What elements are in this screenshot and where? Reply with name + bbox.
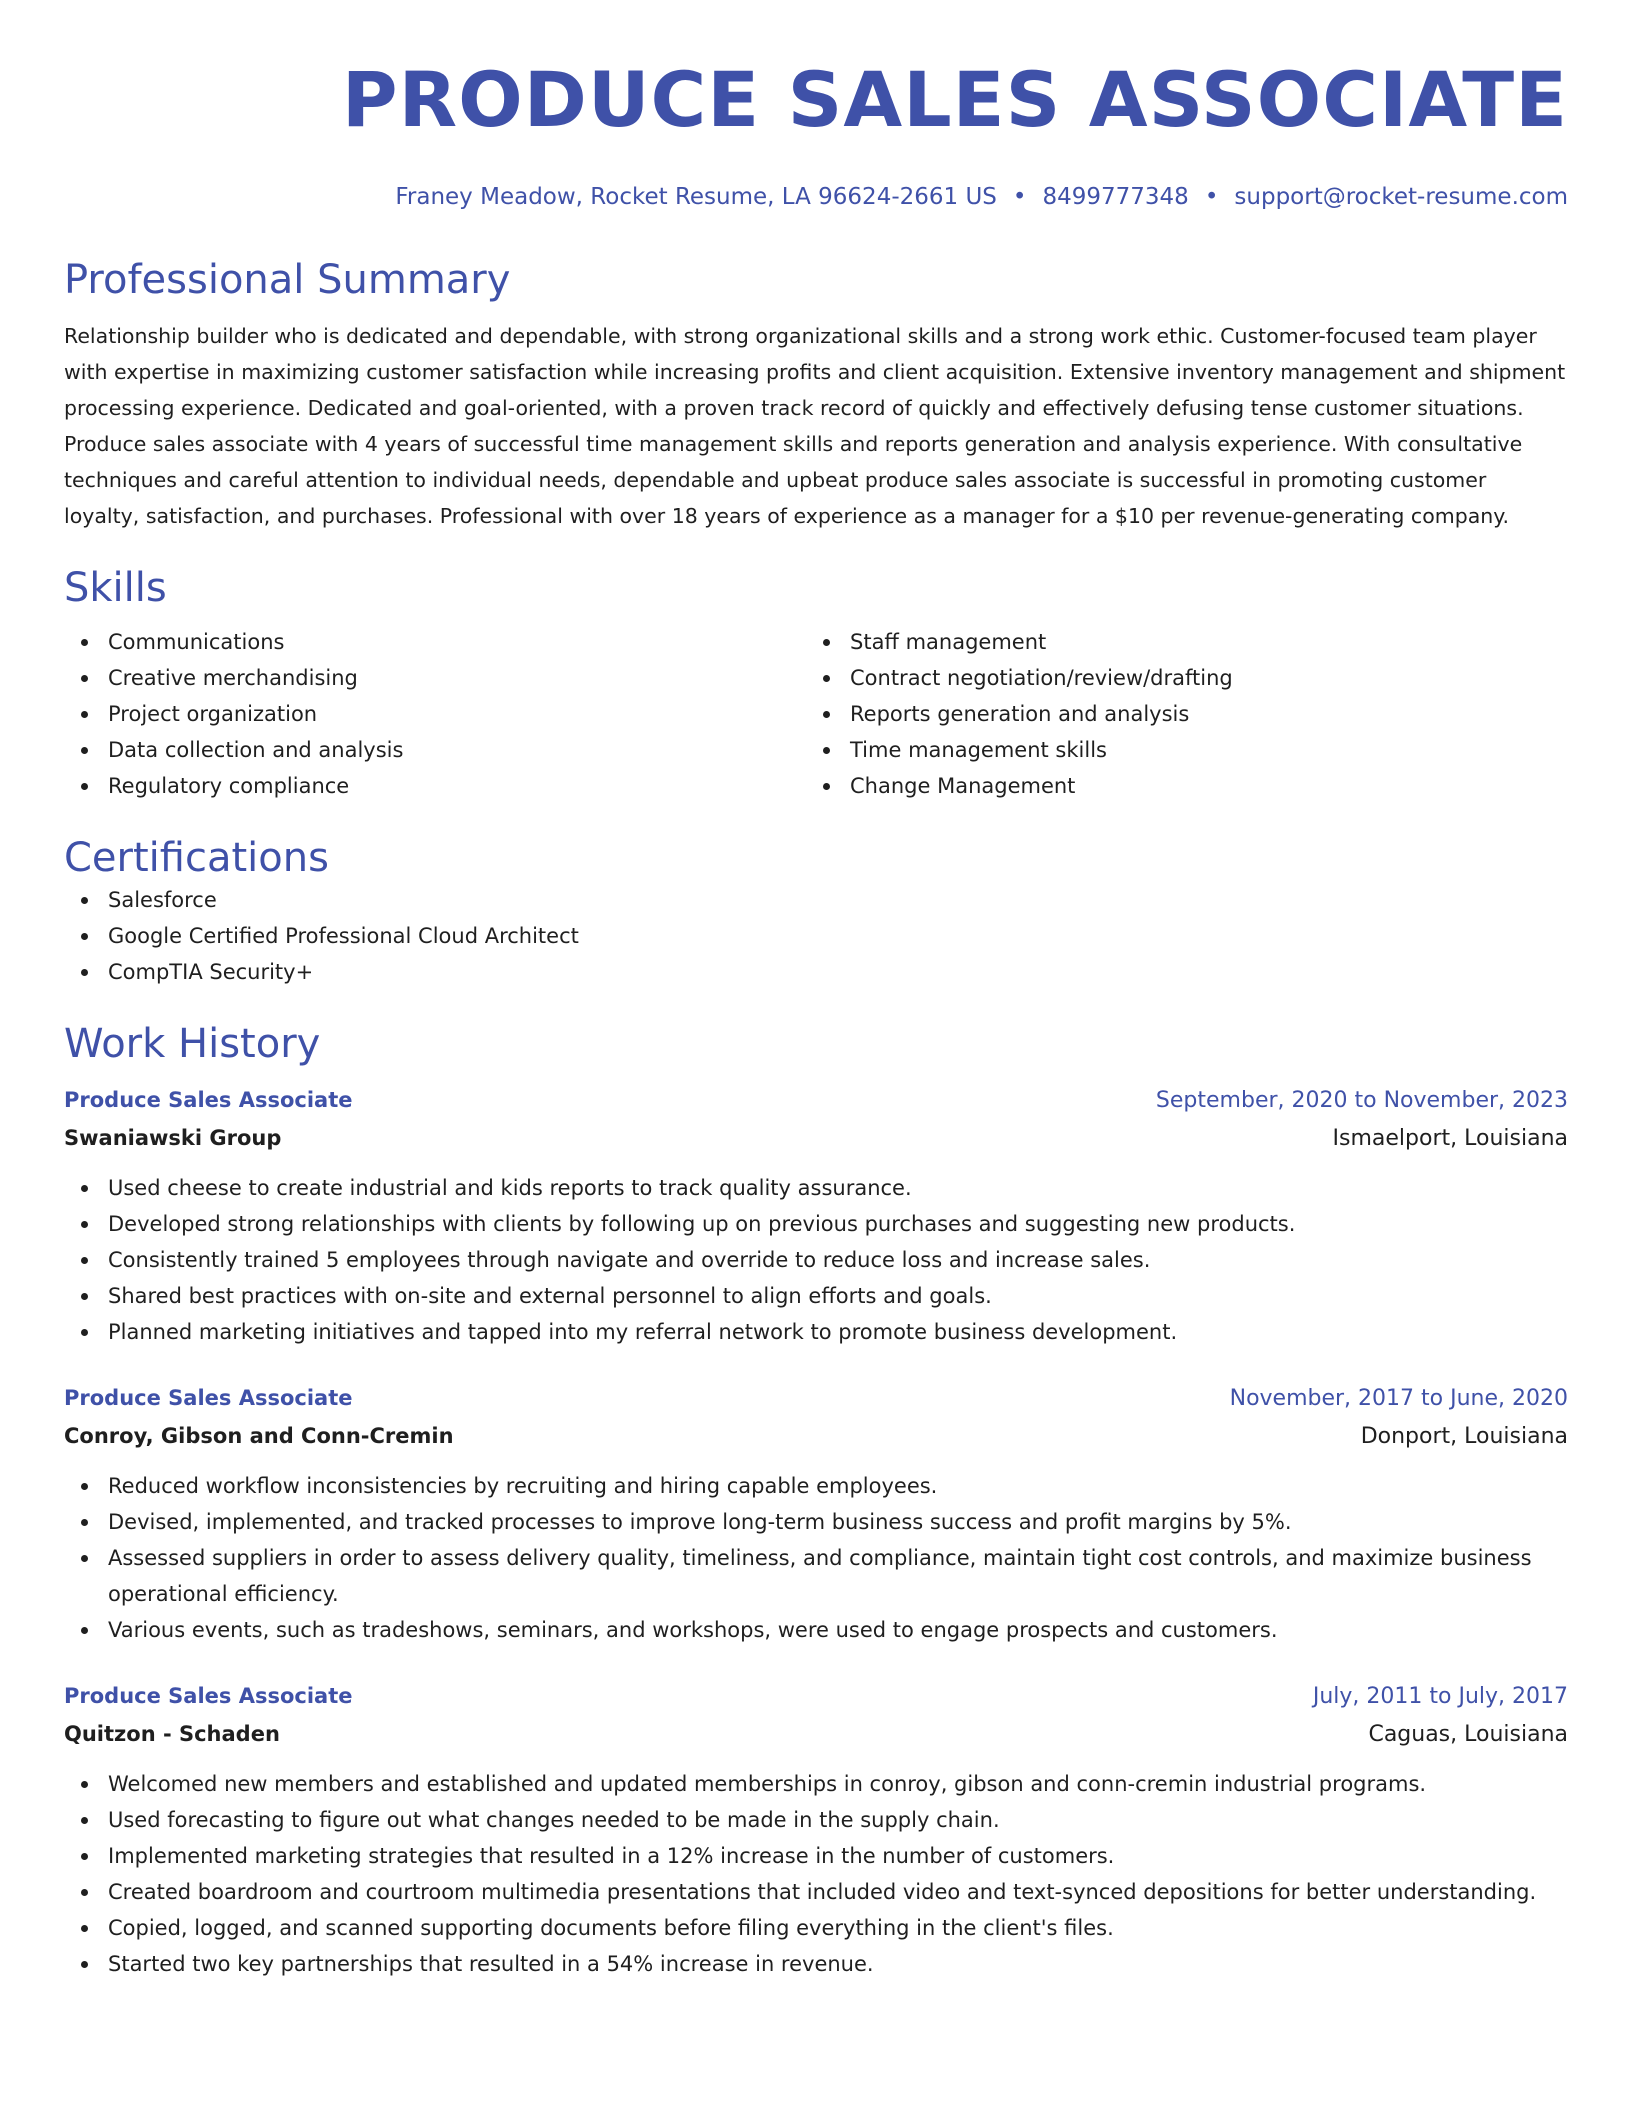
summary-heading: Professional Summary <box>64 257 511 303</box>
job-dates: November, 2017 to June, 2020 <box>1229 1386 1568 1411</box>
job-bullet: Created boardroom and courtroom multimedia presentations that included video and text-synced depositions for better understanding. <box>64 1874 1568 1910</box>
job-bullet: Assessed suppliers in order to assess delivery quality, timeliness, and compliance, maintain tight cost controls, and maximize business operational efficiency. <box>64 1540 1568 1612</box>
skills-column-left <box>64 624 806 804</box>
work-history-heading: Work History <box>64 1021 321 1067</box>
job-header <box>64 1082 1568 1119</box>
skill-item: Reports generation and analysis <box>806 696 1548 732</box>
job-dates: July, 2011 to July, 2017 <box>1312 1684 1568 1709</box>
skill-item: Time management skills <box>806 732 1548 768</box>
contact-email[interactable]: support@rocket-resume.com <box>1234 184 1568 210</box>
job-entry <box>64 1380 1568 1648</box>
job-entry <box>64 1082 1568 1350</box>
job-entry <box>64 1678 1568 1982</box>
job-header <box>64 1380 1568 1417</box>
job-bullet: Shared best practices with on-site and external personnel to align efforts and goals. <box>64 1278 1568 1314</box>
skill-item: Creative merchandising <box>64 660 806 696</box>
contact-separator: • <box>1204 184 1219 210</box>
job-bullet: Developed strong relationships with clients by following up on previous purchases and suggesting new products. <box>64 1206 1568 1242</box>
job-bullets <box>64 1170 1568 1350</box>
job-company: Quitzon - Schaden <box>64 1722 280 1746</box>
contact-address: Franey Meadow, Rocket Resume, LA 96624-2661 US <box>395 184 997 210</box>
job-bullet: Consistently trained 5 employees through navigate and override to reduce loss and increase sales. <box>64 1242 1568 1278</box>
skill-item: Contract negotiation/review/drafting <box>806 660 1548 696</box>
job-role: Produce Sales Associate <box>64 1684 353 1708</box>
skill-item: Communications <box>64 624 806 660</box>
contact-line <box>64 182 1568 212</box>
job-company: Conroy, Gibson and Conn-Cremin <box>64 1424 454 1448</box>
job-company: Swaniawski Group <box>64 1126 282 1150</box>
skills-column-right <box>806 624 1548 804</box>
certification-item: Salesforce <box>64 882 1568 918</box>
job-subheader <box>64 1715 1568 1754</box>
job-bullet: Copied, logged, and scanned supporting documents before filing everything in the client's files. <box>64 1910 1568 1946</box>
job-bullet: Reduced workflow inconsistencies by recruiting and hiring capable employees. <box>64 1468 1568 1504</box>
job-bullets <box>64 1766 1568 1982</box>
job-bullets <box>64 1468 1568 1648</box>
job-role: Produce Sales Associate <box>64 1386 353 1410</box>
skill-item: Staff management <box>806 624 1548 660</box>
job-bullet: Started two key partnerships that resulted in a 54% increase in revenue. <box>64 1946 1568 1982</box>
resume-page <box>64 0 1568 1982</box>
job-bullet: Welcomed new members and established and updated memberships in conroy, gibson and conn-cremin industrial programs. <box>64 1766 1568 1802</box>
skill-item: Regulatory compliance <box>64 768 806 804</box>
skills-heading: Skills <box>64 565 167 611</box>
certification-item: CompTIA Security+ <box>64 954 1568 990</box>
skill-item: Change Management <box>806 768 1548 804</box>
job-subheader <box>64 1417 1568 1456</box>
summary-text: Relationship builder who is dedicated and dependable, with strong organizational skills and a strong work ethic. Customer-focused team player with expertise in maximizing customer satisfaction while increasing profits and client acquisition. Extensive inventory management and shipment processing experience. Dedicated and goal-oriented, with a proven track record of quickly and effectively defusing tense customer situations. Produce sales associate with 4 years of successful time management skills and reports generation and analysis experience. With consultative techniques and careful attention to individual needs, dependable and upbeat produce sales associate is successful in promoting customer loyalty, satisfaction, and purchases. Professional with over 18 years of experience as a manager for a $10 per revenue-generating company. <box>64 324 1566 528</box>
job-bullet: Used cheese to create industrial and kids reports to track quality assurance. <box>64 1170 1568 1206</box>
skills-list <box>64 624 1568 804</box>
contact-phone: 8499777348 <box>1042 184 1189 210</box>
job-location: Ismaelport, Louisiana <box>1332 1126 1568 1151</box>
certification-item: Google Certified Professional Cloud Architect <box>64 918 1568 954</box>
resume-title: PRODUCE SALES ASSOCIATE <box>341 55 1568 144</box>
skill-item: Project organization <box>64 696 806 732</box>
job-header <box>64 1678 1568 1715</box>
job-bullet: Devised, implemented, and tracked processes to improve long-term business success and profit margins by 5%. <box>64 1504 1568 1540</box>
certifications-list <box>64 882 1568 990</box>
job-bullet: Implemented marketing strategies that resulted in a 12% increase in the number of customers. <box>64 1838 1568 1874</box>
job-location: Caguas, Louisiana <box>1368 1722 1568 1747</box>
contact-separator: • <box>1012 184 1027 210</box>
job-bullet: Used forecasting to figure out what changes needed to be made in the supply chain. <box>64 1802 1568 1838</box>
job-bullet: Various events, such as tradeshows, seminars, and workshops, were used to engage prospects and customers. <box>64 1612 1568 1648</box>
job-bullet: Planned marketing initiatives and tapped into my referral network to promote business development. <box>64 1314 1568 1350</box>
skill-item: Data collection and analysis <box>64 732 806 768</box>
certifications-heading: Certifications <box>64 835 329 881</box>
job-role: Produce Sales Associate <box>64 1088 353 1112</box>
job-dates: September, 2020 to November, 2023 <box>1155 1088 1568 1113</box>
job-subheader <box>64 1119 1568 1158</box>
job-location: Donport, Louisiana <box>1360 1424 1568 1449</box>
